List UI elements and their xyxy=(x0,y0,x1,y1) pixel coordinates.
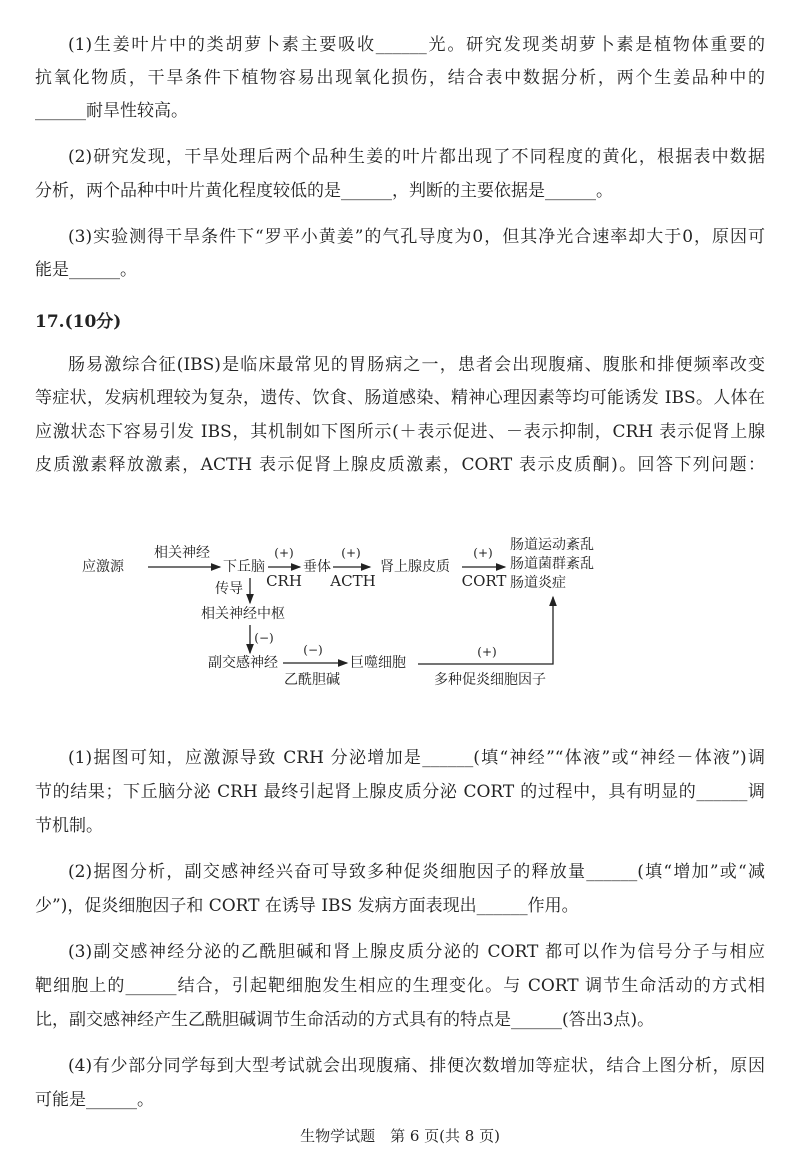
page-footer: 生物学试题 第 6 页(共 8 页) xyxy=(300,1127,500,1145)
sign-plus-cort: (+) xyxy=(473,546,493,560)
sign-minus-ach: (−) xyxy=(303,643,323,657)
q16-part2-line1: (2)研究发现，干旱处理后两个品种生姜的叶片都出现了不同程度的黄化，根据表中数据 xyxy=(68,147,765,167)
node-pituitary: 垂体 xyxy=(303,559,331,575)
sign-plus-cytokines: (+) xyxy=(477,645,497,659)
q17-intro-line1: 肠易激综合征(IBS)是临床最常见的胃肠病之一，患者会出现腹痛、腹胀和排便频率改变 xyxy=(68,355,765,375)
label-acth: ACTH xyxy=(330,572,376,590)
sign-plus-crh: (+) xyxy=(274,546,294,560)
q17-intro-line2: 等症状，发病机理较为复杂，遗传、饮食、肠道感染、精神心理因素等均可能诱发 IBS。人体在 xyxy=(35,388,765,408)
node-adrenal-cortex: 肾上腺皮质 xyxy=(380,559,450,575)
q16-part2-line2: 分析，两个品种中叶片黄化程度较低的是______，判断的主要依据是______。 xyxy=(35,181,613,201)
q16-part3-line1: (3)实验测得干旱条件下“罗平小黄姜”的气孔导度为0，但其净光合速率却大于0，原因可 xyxy=(68,227,765,247)
node-parasympathetic: 副交感神经 xyxy=(208,655,278,671)
label-acetylcholine: 乙酰胆碱 xyxy=(284,672,340,688)
label-crh: CRH xyxy=(266,572,302,590)
q16-part3-line2: 能是______。 xyxy=(35,260,137,280)
effect-inflammation: 肠道炎症 xyxy=(510,575,566,591)
node-macrophage: 巨噬细胞 xyxy=(350,655,406,671)
node-stressor: 应激源 xyxy=(82,559,124,575)
q17-part3-line2: 靶细胞上的______结合，引起靶细胞发生相应的生理变化。与 CORT 调节生命活动的方式相 xyxy=(35,976,765,996)
q17-part4-line2: 可能是______。 xyxy=(35,1090,154,1110)
q16-part1-line3: ______耐旱性较高。 xyxy=(35,101,188,121)
label-conduct: 传导 xyxy=(215,581,243,597)
q16-part1-line2: 抗氧化物质，干旱条件下植物容易出现氧化损伤，结合表中数据分析，两个生姜品种中的 xyxy=(35,68,765,88)
effect-motility: 肠道运动紊乱 xyxy=(510,537,594,553)
label-cort: CORT xyxy=(461,572,507,590)
q17-part3-line1: (3)副交感神经分泌的乙酰胆碱和肾上腺皮质分泌的 CORT 都可以作为信号分子与相应 xyxy=(68,942,765,962)
label-cytokines: 多种促炎细胞因子 xyxy=(434,672,546,688)
q17-part4-line1: (4)有少部分同学每到大型考试就会出现腹痛、排便次数增加等症状，结合上图分析，原因 xyxy=(68,1056,765,1076)
label-nerve: 相关神经 xyxy=(154,545,210,561)
q17-part3-line3: 比，副交感神经产生乙酰胆碱调节生命活动的方式具有的特点是______(答出3点)。 xyxy=(35,1010,655,1030)
q17-intro-line3: 应激状态下容易引发 IBS，其机制如下图所示(＋表示促进、－表示抑制，CRH 表示促肾上腺 xyxy=(35,422,765,442)
node-nerve-center: 相关神经中枢 xyxy=(201,606,285,622)
node-hypothalamus: 下丘脑 xyxy=(223,559,265,575)
sign-plus-acth: (+) xyxy=(341,546,361,560)
q17-part2-line2: 少”)，促炎细胞因子和 CORT 在诱导 IBS 发病方面表现出______作用。 xyxy=(35,896,579,916)
q17-part1-line1: (1)据图可知，应激源导致 CRH 分泌增加是______(填“神经”“体液”或“神经－体液”)调 xyxy=(68,748,765,768)
sign-minus-center: (−) xyxy=(254,631,274,645)
q17-intro-line4: 皮质激素释放激素，ACTH 表示促肾上腺皮质激素，CORT 表示皮质酮)。回答下列问题： xyxy=(35,455,765,475)
q17-part2-line1: (2)据图分析，副交感神经兴奋可导致多种促炎细胞因子的释放量______(填“增加”或“减 xyxy=(68,862,765,882)
q17-part1-line3: 节机制。 xyxy=(35,816,103,836)
q17-heading: 17.(10分) xyxy=(35,312,122,332)
q17-part1-line2: 节的结果；下丘脑分泌 CRH 最终引起肾上腺皮质分泌 CORT 的过程中，具有明显的______调 xyxy=(35,782,765,802)
effect-flora: 肠道菌群紊乱 xyxy=(510,556,594,572)
q16-part1-line1: (1)生姜叶片中的类胡萝卜素主要吸收______光。研究发现类胡萝卜素是植物体重要的 xyxy=(68,35,765,55)
